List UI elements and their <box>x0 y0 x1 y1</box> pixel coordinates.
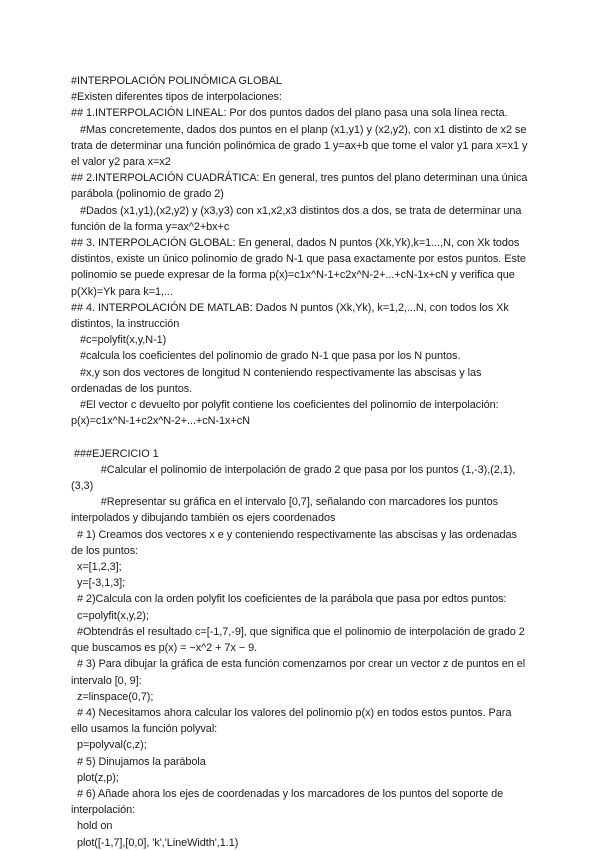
document-title: #INTERPOLACIÓN POLINÓMICA GLOBAL <box>71 75 282 87</box>
code-line: plot(z,p); <box>71 771 119 784</box>
text-line: # 6) Añade ahora los ejes de coordenadas y los marcadores de los puntos del soporte de interpolación: <box>71 787 507 817</box>
code-line: y=[-3,1,3]; <box>71 577 126 590</box>
text-line: #Representar su gráfica en el intervalo [0,7], señalando con marcadores los puntos interpolados y dibujando también os ejers coordenados <box>71 496 502 525</box>
document-body <box>71 73 531 851</box>
text-line: #Obtendrás el resultado c=[-1,7,-9], que significa que el polinomio de interpolación de grado 2 que buscamos es p(x) = −x^2 + 7x − 9. <box>71 625 528 655</box>
text-line: # 1) Creamos dos vectores x e y conteniendo respectivamente las abscisas y las ordenadas de los puntos: <box>71 528 520 557</box>
code-line: z=linspace(0,7); <box>71 690 154 703</box>
text-line: #Existen diferentes tipos de interpolaciones: <box>71 91 282 104</box>
section-heading: ## 3. INTERPOLACIÓN GLOBAL: En general, dados N puntos (Xk,Yk),k=1...,N, con Xk todos distintos, existe un único polinomio de grado N-1 que pasa exactamente por estos puntos. Este polinomio se puede expresar de la forma p(x)=c1x^N-1+c2x^N-2+...+cN-1x+cN y verifica que p(Xk)=Yk para k=1,... <box>71 237 529 298</box>
text-line: #x,y son dos vectores de longitud N conteniendo respectivamente las abscisas y las ordenadas de los puntos. <box>71 366 485 395</box>
section-heading: ## 2.INTERPOLACIÓN CUADRÁTICA: En general, tres puntos del plano determinan una única parábola (polinomio de grado 2) <box>71 172 531 201</box>
code-line: hold on <box>71 820 113 833</box>
text-line: # 5) Dinujamos la parábola <box>71 755 206 768</box>
code-line: c=polyfit(x,y,2); <box>71 609 149 622</box>
text-line: # 3) Para dibujar la gráfica de esta función comenzamos por crear un vector z de puntos en el intervalo [0, 9]: <box>71 658 529 687</box>
code-line: p=polyval(c,z); <box>71 739 147 752</box>
exercise-heading: ###EJERCICIO 1 <box>71 447 159 460</box>
text-line: #Calcular el polinomio de interpolación de grado 2 que pasa por los puntos (1,-3),(2,1),(3,3) <box>71 463 516 493</box>
text-line: # 2)Calcula con la orden polyfit los coeficientes de la parábola que pasa por edtos puntos: <box>71 593 507 606</box>
text-line: #Dados (x1,y1),(x2,y2) y (x3,y3) con x1,x2,x3 distintos dos a dos, se trata de determinar una función de la forma y=ax^2+bx+c <box>71 204 525 233</box>
section-heading: ## 4. INTERPOLACIÓN DE MATLAB: Dados N puntos (Xk,Yk), k=1,2,...N, con todos los Xk distintos, la instrucción <box>71 301 512 331</box>
text-line: #calcula los coeficientes del polinomio de grado N-1 que pasa por los N puntos. <box>71 350 461 363</box>
code-line: plot([-1,7],[0,0], 'k','LineWidth',1.1) <box>71 836 239 849</box>
text-line: #Mas concretemente, dados dos puntos en el planp (x1,y1) y (x2,y2), con x1 distinto de x2 se trata de determinar una función polinómica de grado 1 y=ax+b que tome el valor y1 para x=x1 y el valor y2 para x=x2 <box>71 123 531 169</box>
section-heading: ## 1.INTERPOLACIÓN LINEAL: Por dos puntos dados del plano pasa una sola línea recta. <box>71 107 508 120</box>
text-line: # 4) Necesitamos ahora calcular los valores del polinomio p(x) en todos estos puntos. Para ello usamos la función polyval: <box>71 706 515 736</box>
code-line: #c=polyfit(x,y,N-1) <box>71 334 167 347</box>
code-line: x=[1,2,3]; <box>71 561 122 574</box>
text-line: #El vector c devuelto por polyfit contiene los coeficientes del polinomio de interpolación: p(x)=c1x^N-1+c2x^N-2+...+cN-1x+cN <box>71 399 502 428</box>
blank-line <box>71 429 531 445</box>
